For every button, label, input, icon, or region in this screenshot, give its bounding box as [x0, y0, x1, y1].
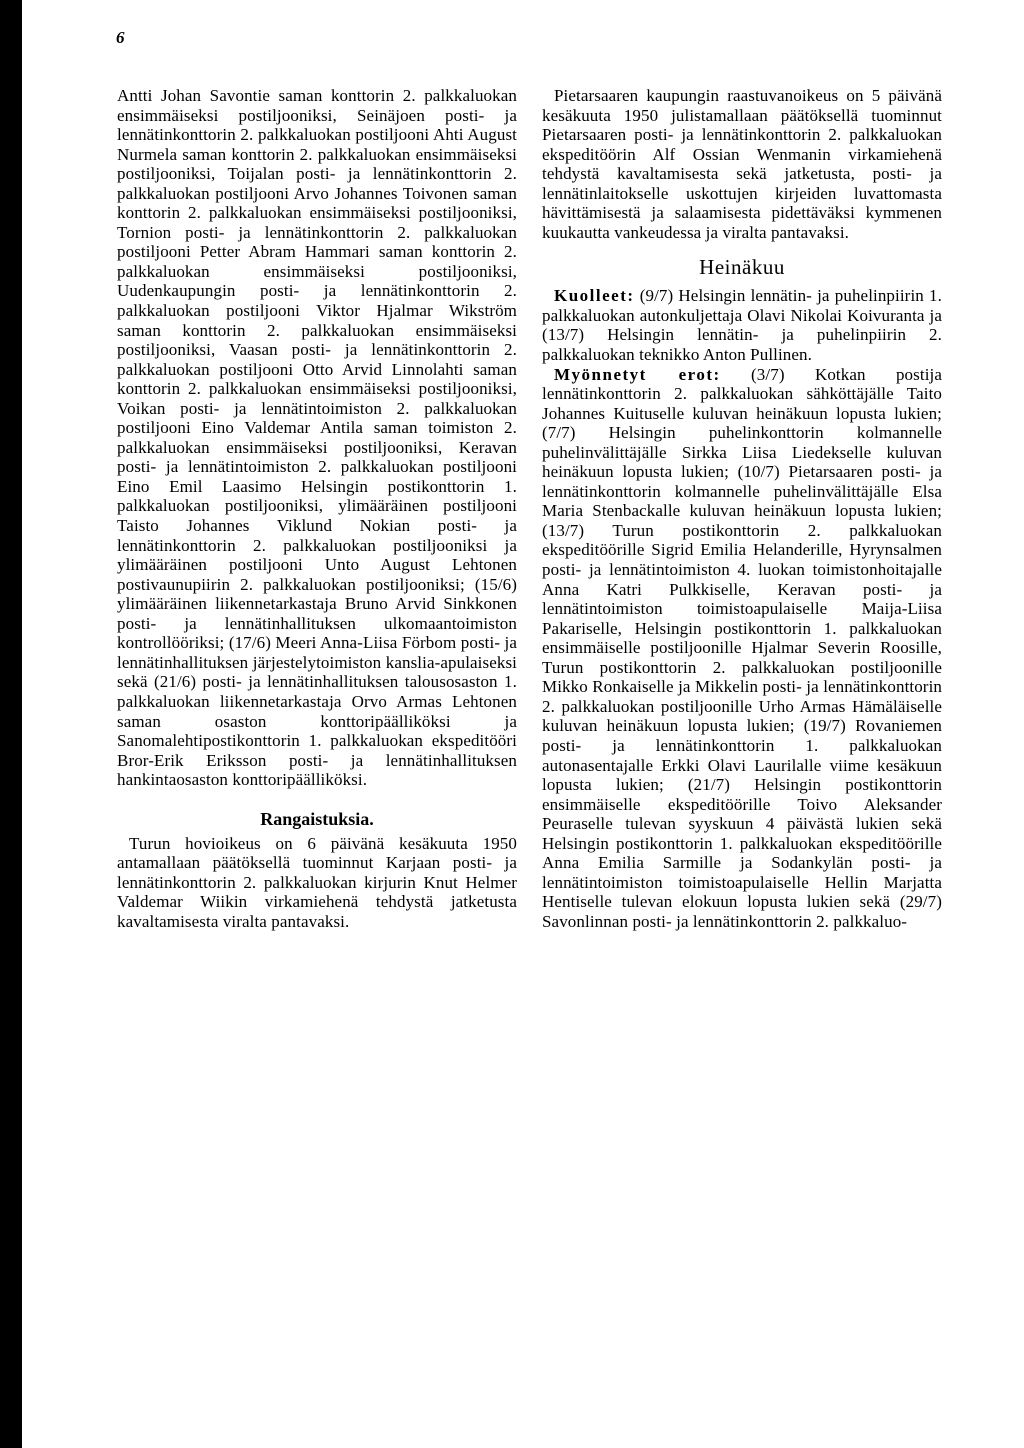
left-column: [117, 86, 517, 931]
heading-heinakuu: Heinäkuu: [699, 255, 785, 280]
right-column: [542, 86, 942, 931]
myonnetyt-text: (3/7) Kotkan postija lennätinkonttorin 2. palkkaluokan sähköttäjälle Taito Johannes Kuituselle kuluvan heinäkuun lopusta lukien; (7/7) Helsingin puhelinkonttorin kolmannelle puhelinvälittäjälle Sirkka Liisa Liedekselle kuluvan heinäkuun lopusta lukien; (10/7) Pietarsaaren posti- ja lennätinkonttorin kolmannelle puhelinvälittäjälle Elsa Maria Stenbackalle kuluvan heinäkuun lopusta lukien; (13/7) Turun postikonttorin 2. palkkaluokan ekspeditöörille Sigrid Emilia Helanderille, Hyrynsalmen posti- ja lennätintoimiston 4. luokan toimistonhoitajalle Anna Katri Pulkkiselle, Keravan posti- ja lennätintoimiston toimistoapulaiselle Maija-Liisa Pakariselle, Helsingin postikonttorin 1. palkkaluokan ensimmäiselle postiljoonille Hjalmar Severin Roosille, Turun postikonttorin 2. palkkaluokan postiljoonille Mikko Ronkaiselle ja Mikkelin posti- ja lennätinkonttorin 2. palkkaluokan postiljoonille Urho Armas Hämäläiselle kuluvan heinäkuun lopusta lukien; (19/7) Rovaniemen posti- ja lennätinkonttorin 1. palkkaluokan autonasentajalle Erkki Olavi Laurilalle viime kesäkuun lopusta lukien; (21/7) Helsingin postikonttorin ensimmäiselle ekspeditöörille Toivo Aleksander Peuraselle tulevan syyskuun 4 päivästä lukien sekä Helsingin postikonttorin 1. palkkaluokan ekspeditöörille Anna Emilia Sarmille ja Sodankylän posti- ja lennätintoimiston toimistoapulaiselle Hellin Marjatta Hentiselle tulevan elokuun lopusta lukien sekä (29/7) Savonlinnan posti- ja lennätinkonttorin 2. palkkaluo-: [542, 364, 942, 931]
left-paragraph-rangaistuksia: Turun hovioikeus on 6 päivänä kesäkuuta 1950 antamallaan päätöksellä tuominnut Karjaan posti- ja lennätinkonttorin 2. palkkaluokan kirjurin Knut Helmer Valdemar Wiikin virkamiehenä tehdystä jatketusta kavaltamisesta viralta pantavaksi.: [117, 833, 517, 931]
scan-edge-bar: [0, 0, 22, 1448]
heading-rangaistuksia: Rangaistuksia.: [260, 808, 374, 829]
kuolleet-text: (9/7) Helsingin lennätin- ja puhelinpiirin 1. palkkaluokan autonkuljettaja Olavi Nikolai Koivuranta ja (13/7) Helsingin lennätin- ja puhelinpiirin 2. palkkaluokan teknikko Anton Pullinen.: [542, 286, 942, 365]
right-paragraph-pietarsaari: Pietarsaaren kaupungin raastuvanoikeus on 5 päivänä kesäkuuta 1950 julistamallaan päätöksellä tuominnut Pietarsaaren posti- ja lennätinkonttorin 2. palkkaluokan ekspeditöörin Alf Ossian Wenmanin virkamiehenä tehdystä kavaltamisesta sekä jatketusta, posti- ja lennätinlaitokselle uskottujen kirjeiden luvattomasta hävittämisestä ja salaamisesta pidettäväksi kymmenen kuukautta vankeudessa ja viralta pantavaksi.: [542, 86, 942, 242]
myonnetyt-paragraph: [542, 365, 942, 932]
kuolleet-paragraph: [542, 286, 942, 364]
kuolleet-label: Kuolleet:: [554, 286, 635, 306]
myonnetyt-label: Myönnetyt erot:: [554, 364, 721, 384]
left-paragraph-appointments: Antti Johan Savontie saman konttorin 2. palkkaluokan ensimmäiseksi postiljooniksi, Seinäjoen posti- ja lennätinkonttorin 2. palkkaluokan postiljooni Ahti August Nurmela saman konttorin 2. palkkaluokan ensimmäiseksi postiljooniksi, Toijalan posti- ja lennätinkonttorin 2. palkkaluokan postiljooni Arvo Johannes Toivonen saman konttorin 2. palkkaluokan ensimmäiseksi postiljooniksi, Tornion posti- ja lennätinkonttorin 2. palkkaluokan postiljooni Petter Abram Hammari saman konttorin 2. palkkaluokan ensimmäiseksi postiljooniksi, Uudenkaupungin posti- ja lennätinkonttorin 2. palkkaluokan postiljooni Viktor Hjalmar Wikström saman konttorin 2. palkkaluokan ensimmäiseksi postiljooniksi, Vaasan posti- ja lennätinkonttorin 2. palkkaluokan postiljooni Otto Arvid Linnolahti saman konttorin 2. palkkaluokan ensimmäiseksi postiljooniksi, Voikan posti- ja lennätintoimiston 2. palkkaluokan postiljooni Eino Valdemar Antila saman toimiston 2. palkkaluokan ensimmäiseksi postiljooniksi, Keravan posti- ja lennätintoimiston 2. palkkaluokan postiljooni Eino Emil Laasimo Helsingin postikonttorin 1. palkkaluokan postiljooniksi, ylimääräinen postiljooni Taisto Johannes Viklund Nokian posti- ja lennätinkonttorin 2. palkkaluokan postiljooniksi ja ylimääräinen postiljooni Unto August Lehtonen postivaunupiirin 2. palkkaluokan postiljooniksi; (15/6) ylimääräinen liikennetarkastaja Bruno Arvid Sinkkonen posti- ja lennätinhallituksen ulkomaantoimiston kontrollööriksi; (17/6) Meeri Anna-Liisa Förbom posti- ja lennätinhallituksen järjestelytoimiston kanslia-apulaiseksi sekä (21/6) posti- ja lennätinhallituksen talousosaston 1. palkkaluokan liikennetarkastaja Orvo Armas Lehtonen saman osaston konttoripäälliköksi ja Sanomalehtipostikonttorin 1. palkkaluokan ekspeditööri Bror-Erik Eriksson posti- ja lennätinhallituksen hankintaosaston konttoripäälliköksi.: [117, 86, 517, 790]
page-number: 6: [116, 28, 125, 47]
